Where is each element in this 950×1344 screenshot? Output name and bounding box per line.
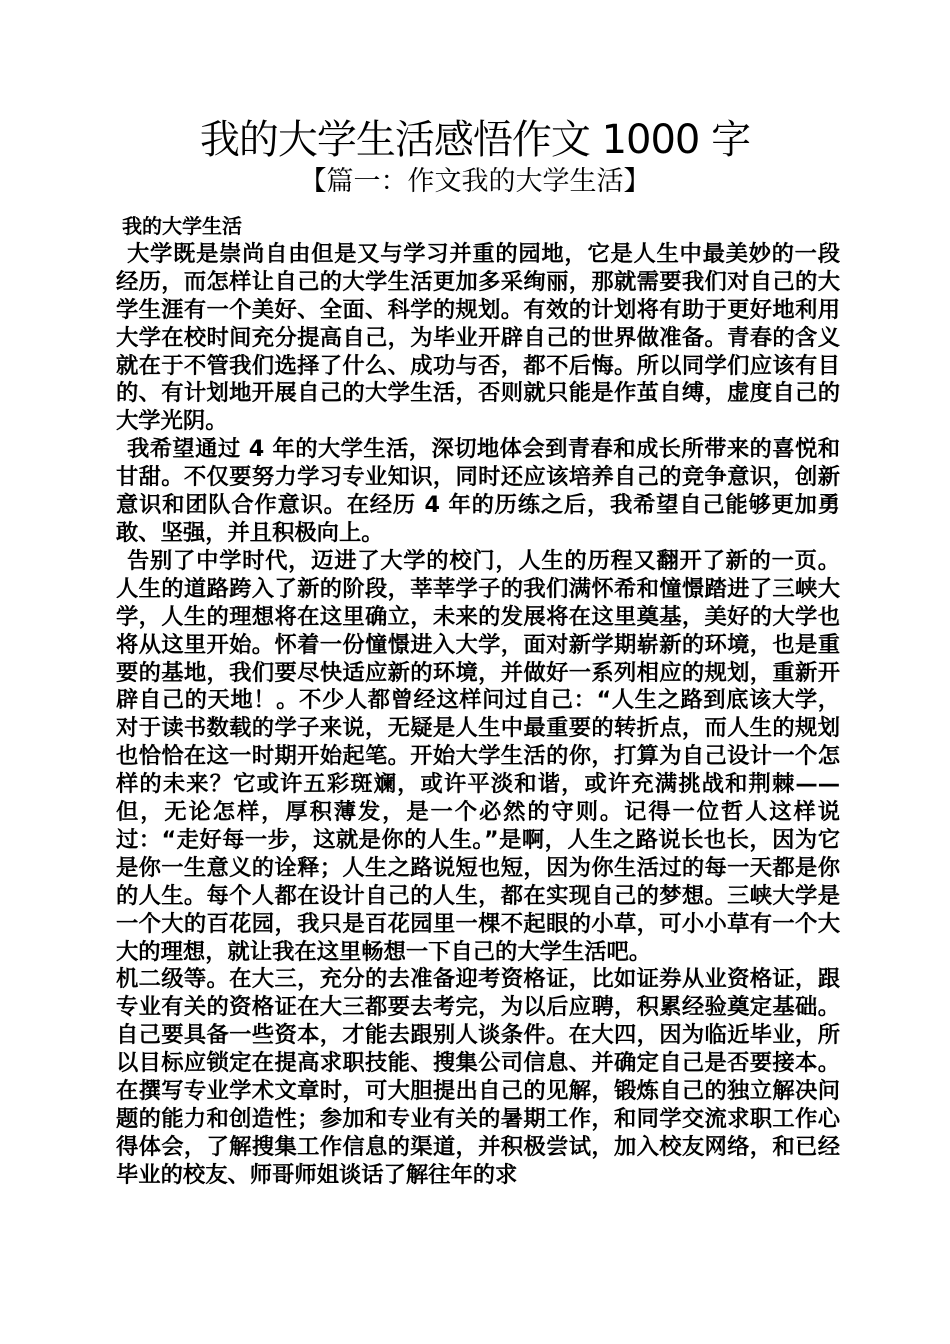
- paragraph-farewell: 告别了中学时代，迈进了大学的校门，人生的历程又翻开了新的一页。人生的道路跨入了新的阶段，莘莘学子的我们满怀希和憧憬踏进了三峡大学，人生的理想将在这里确立，未来的发展将在这里奠基，美好的大学也将从这里开始。怀着一份憧憬进入大学，面对新学期崭新的环境，也是重要的基地，我们要尽快适应新的环境，并做好一系列相应的规划，重新开辟自己的天地！。不少人都曾经这样问过自己：“人生之路到底该大学，对于读书数载的学子来说，无疑是人生中最重要的转折点，而人生的规划也恰恰在这一时期开始起笔。开始大学生活的你，打算为自己设计一个怎样的未来？它或许五彩斑斓，或许平淡和谐，或许充满挑战和荆棘——但，无论怎样，厚积薄发，是一个必然的守则。记得一位哲人这样说过：“走好每一步，这就是你的人生。”是啊，人生之路说长也长，因为它是你一生意义的诠释；人生之路说短也短，因为你生活过的每一天都是你的人生。每个人都在设计自己的人生，都在实现自己的梦想。三峡大学是一个大的百花园，我只是百花园里一棵不起眼的小草，可小小草有一个大大的理想，就让我在这里畅想一下自己的大学生活吧。: [116, 547, 840, 965]
- paragraph-plans: 机二级等。在大三，充分的去准备迎考资格证，比如证券从业资格证，跟专业有关的资格证在大三都要去考完，为以后应聘，积累经验奠定基础。自己要具备一些资本，才能去跟别人谈条件。在大四，因为临近毕业，所以目标应锁定在提高求职技能、搜集公司信息、并确定自己是否要接本。在撰写专业学术文章时，可大胆提出自己的见解，锻炼自己的独立解决问题的能力和创造性；参加和专业有关的暑期工作，和同学交流求职工作心得体会，了解搜集工作信息的渠道，并积极尝试，加入校友网络，和已经毕业的校友、师哥师姐谈话了解往年的求: [116, 966, 840, 1188]
- paragraph-hopes: 我希望通过 4 年的大学生活，深切地体会到青春和成长所带来的喜悦和甘甜。不仅要努力学习专业知识，同时还应该培养自己的竞争意识，创新意识和团队合作意识。在经历 4 年的历练之后，我希望自己能够更加勇敢、坚强，并且积极向上。: [116, 436, 840, 546]
- page-title: 我的大学生活感悟作文 1000 字: [199, 117, 751, 163]
- paragraph-intro: 大学既是崇尚自由但是又与学习并重的园地，它是人生中最美妙的一段经历，而怎样让自己的大学生活更加多采绚丽，那就需要我们对自己的大学生涯有一个美好、全面、科学的规划。有效的计划将有助于更好地利用大学在校时间充分提高自己，为毕业开辟自己的世界做准备。青春的含义就在于不管我们选择了什么、成功与否，都不后悔。所以同学们应该有目的、有计划地开展自己的大学生活，否则就只能是作茧自缚，虚度自己的大学光阴。: [116, 240, 840, 435]
- section-heading: 我的大学生活: [122, 214, 242, 238]
- document-body: [116, 213, 840, 1190]
- page-subtitle: 【篇一：作文我的大学生活】: [299, 166, 651, 197]
